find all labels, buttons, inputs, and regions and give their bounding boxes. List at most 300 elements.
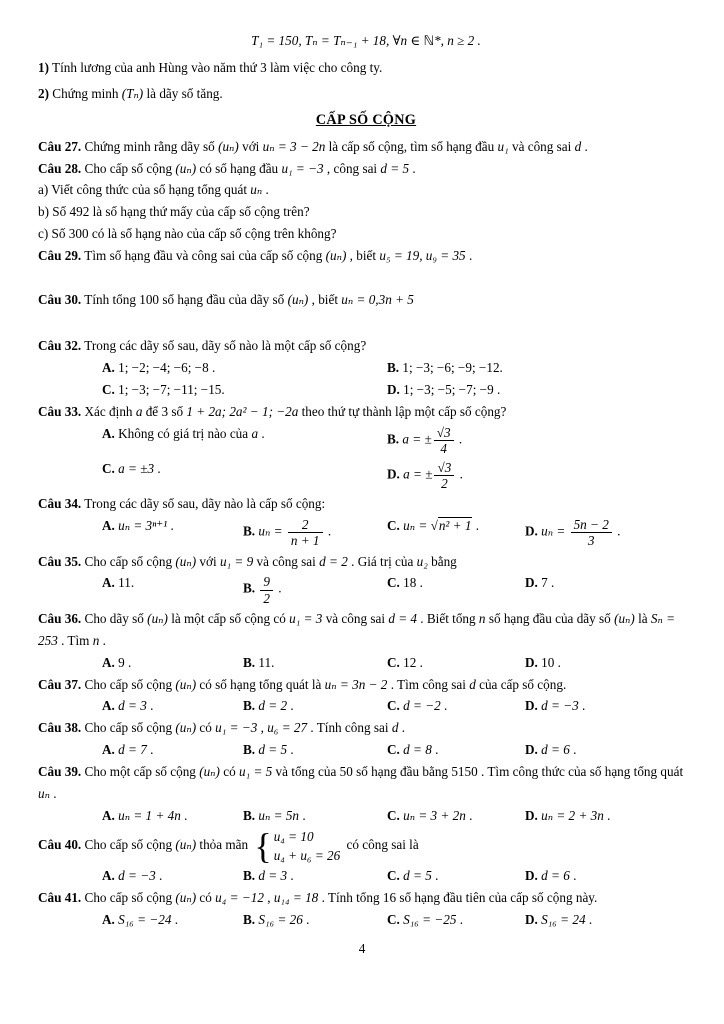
text-segment: là cấp số cộng, tìm số hạng đầu xyxy=(325,138,498,154)
text-segment: u₁ = −3 xyxy=(281,160,324,176)
text-segment: C. xyxy=(102,381,119,397)
text-segment: D. xyxy=(525,523,542,539)
text-segment: Cho cấp số cộng xyxy=(81,890,176,906)
option-b xyxy=(243,909,387,931)
option-b xyxy=(243,695,387,717)
text-segment: . xyxy=(440,698,448,714)
text-segment: b) Số 492 là số hạng thứ mấy của cấp số cộng trên? xyxy=(38,204,310,220)
text-segment: d = 6 xyxy=(541,742,570,758)
text-segment: , xyxy=(263,890,274,906)
text-segment: B. xyxy=(387,431,403,447)
option-b xyxy=(243,739,387,761)
text-segment: . xyxy=(287,698,294,714)
text-segment: 1; −3; −5; −7; −9 . xyxy=(403,381,501,397)
text-segment: B. xyxy=(243,654,259,670)
text-segment: u₁ = 9 xyxy=(219,553,254,569)
text-segment: d = 8 xyxy=(403,742,432,758)
option-d xyxy=(525,865,694,887)
text-segment: d = 6 xyxy=(541,868,570,884)
text-segment: B. xyxy=(243,581,259,597)
text-segment: A. xyxy=(102,911,119,927)
fraction: $\frac{2}{n + 1}$ xyxy=(288,517,323,548)
text-segment: có xyxy=(196,720,216,736)
text-segment: D. xyxy=(387,381,404,397)
text-segment: S₁₆ = −24 xyxy=(118,911,172,927)
text-segment: có xyxy=(219,764,239,780)
text-segment: 1; −2; −4; −6; −8 . xyxy=(118,359,216,375)
text-segment: . xyxy=(146,698,154,714)
option-c xyxy=(387,695,525,717)
text-segment: . xyxy=(167,518,174,534)
text-segment: uₙ = 5n xyxy=(258,807,300,823)
text-segment: . xyxy=(465,248,473,264)
text-segment: 9 . xyxy=(118,654,132,670)
intro-item-2 xyxy=(38,81,694,107)
text-segment: C. xyxy=(102,460,119,476)
text-segment: (uₙ) xyxy=(175,837,197,853)
option-c xyxy=(102,458,387,493)
question-28 xyxy=(38,158,694,180)
text-segment: . xyxy=(585,911,593,927)
text-segment: (uₙ) xyxy=(175,676,197,692)
text-segment: Cho cấp số cộng xyxy=(81,720,176,736)
option-b xyxy=(387,357,694,379)
text-segment: . xyxy=(287,868,294,884)
option-a xyxy=(102,805,243,827)
text-segment: . xyxy=(431,742,439,758)
text-segment: D. xyxy=(525,911,542,927)
option-c xyxy=(387,515,525,550)
text-segment: (uₙ) xyxy=(287,292,309,308)
option-d xyxy=(525,515,694,550)
recurrence-formula xyxy=(38,30,694,52)
text-segment: Cho cấp số cộng xyxy=(81,837,176,853)
text-segment: . xyxy=(431,868,439,884)
text-segment: a xyxy=(135,403,143,419)
text-segment: Xác định xyxy=(81,403,136,419)
question-36-options xyxy=(102,652,694,674)
text-segment: d = 7 xyxy=(118,742,147,758)
option-a xyxy=(102,515,243,550)
text-segment: Câu 41. xyxy=(38,890,82,906)
text-segment: C. xyxy=(387,868,404,884)
question-38-options xyxy=(102,739,694,761)
text-segment: . xyxy=(180,807,188,823)
text-segment: 7 . xyxy=(541,575,555,591)
text-segment: , biết xyxy=(346,248,380,264)
text-segment: A. xyxy=(102,742,119,758)
text-segment: a = ±3 xyxy=(118,460,155,476)
text-segment: A. xyxy=(102,654,119,670)
text-segment: A. xyxy=(102,807,119,823)
text-segment: Câu 36. xyxy=(38,610,82,626)
text-segment: d = 3 xyxy=(258,868,288,884)
text-segment: Câu 40. xyxy=(38,837,82,853)
text-segment: . Tính công sai xyxy=(307,720,392,736)
text-segment: để 3 số xyxy=(142,403,187,419)
text-segment: bằng xyxy=(427,553,457,569)
text-segment: (uₙ) xyxy=(147,610,168,626)
text-segment: Câu 38. xyxy=(38,720,82,736)
text-segment: 11. xyxy=(118,575,135,591)
text-segment: . xyxy=(49,786,57,802)
text-segment: D. xyxy=(525,742,542,758)
text-segment: . xyxy=(258,425,265,441)
text-segment: 18 . xyxy=(403,575,423,591)
text-segment: . xyxy=(398,720,405,736)
text-segment: Sₙ = 253 xyxy=(38,610,676,648)
option-a xyxy=(102,739,243,761)
section-heading xyxy=(38,110,694,131)
text-segment: . xyxy=(324,523,332,539)
text-segment: (uₙ) xyxy=(175,720,197,736)
text-segment: . xyxy=(287,742,294,758)
text-segment: S₁₆ = 26 xyxy=(258,911,303,927)
option-b xyxy=(243,652,387,674)
text-segment: u₁₄ = 18 xyxy=(273,890,319,906)
text-segment: n xyxy=(92,632,100,648)
text-segment: C. xyxy=(387,575,404,591)
text-segment: (Tₙ) xyxy=(121,85,144,101)
option-c xyxy=(387,652,525,674)
text-segment: . xyxy=(613,523,621,539)
text-segment: d = 5 xyxy=(380,160,410,176)
text-segment: Cho cấp số cộng xyxy=(81,676,176,692)
text-segment: d xyxy=(469,676,476,692)
text-segment: B. xyxy=(243,523,259,539)
question-37-options xyxy=(102,695,694,717)
text-segment: a = ± xyxy=(403,466,433,482)
option-d xyxy=(525,909,694,931)
question-32-options xyxy=(102,357,694,401)
text-segment: theo thứ tự thành lập một cấp số cộng? xyxy=(298,403,507,419)
text-segment: uₙ = 1 + 4n xyxy=(118,807,181,823)
option-a xyxy=(102,865,243,887)
question-28-part-c xyxy=(38,223,694,245)
option-d xyxy=(525,739,694,761)
question-27 xyxy=(38,136,694,158)
text-segment: u₆ = 27 xyxy=(267,720,308,736)
text-segment: . xyxy=(456,911,464,927)
text-segment: của cấp số cộng. xyxy=(475,676,567,692)
text-segment: và công sai xyxy=(322,610,389,626)
text-segment: . xyxy=(262,182,269,198)
text-segment: uₙ = 3 + 2n xyxy=(403,807,466,823)
text-segment: Tính lương của anh Hùng vào năm thứ 3 làm việc cho công ty. xyxy=(49,59,383,75)
text-segment: số hạng đầu của dãy số xyxy=(485,610,615,626)
text-segment: uₙ = 3n − 2 xyxy=(324,676,388,692)
text-segment: Trong các dãy số sau, dãy số nào là một cấp số cộng? xyxy=(81,338,367,354)
text-segment: C. xyxy=(387,911,404,927)
text-segment: uₙ = xyxy=(258,523,286,539)
text-segment: B. xyxy=(243,868,259,884)
question-35 xyxy=(38,551,694,573)
text-segment: 2) xyxy=(38,85,49,101)
text-segment: Không có giá trị nào của xyxy=(118,425,252,441)
text-segment: u₂ xyxy=(416,553,428,569)
text-segment: B. xyxy=(243,911,259,927)
text-segment: d = 5 xyxy=(403,868,432,884)
option-c xyxy=(387,909,525,931)
sqrt-expression: √n² + 1 xyxy=(430,518,472,534)
option-b xyxy=(243,805,387,827)
text-segment: d = −3 xyxy=(541,698,579,714)
text-segment: . xyxy=(472,518,480,534)
option-d xyxy=(525,695,694,717)
text-segment: Tìm số hạng đầu và công sai của cấp số cộng xyxy=(81,248,326,264)
text-segment: . xyxy=(171,911,179,927)
text-segment: Câu 32. xyxy=(38,338,82,354)
text-segment: Câu 37. xyxy=(38,676,82,692)
text-segment: uₙ = xyxy=(403,518,431,534)
question-36 xyxy=(38,608,694,652)
text-segment: với xyxy=(196,553,220,569)
text-segment: 1 + 2a; 2a² − 1; −2a xyxy=(186,403,299,419)
text-segment: Cho cấp số cộng xyxy=(81,553,176,569)
text-segment: A. xyxy=(102,425,119,441)
text-segment: Cho cấp số cộng xyxy=(81,160,176,176)
text-segment: D. xyxy=(525,698,542,714)
text-segment: . Tính tổng 16 số hạng đầu tiên của cấp số cộng này. xyxy=(318,890,598,906)
option-d xyxy=(387,379,694,401)
text-segment: S₁₆ = 24 xyxy=(541,911,586,927)
text-segment: Câu 35. xyxy=(38,553,82,569)
text-segment: thỏa mãn xyxy=(196,837,252,853)
text-segment: B. xyxy=(243,742,259,758)
question-32 xyxy=(38,335,694,357)
text-segment: u₁ = 3 xyxy=(289,610,323,626)
question-33 xyxy=(38,401,694,423)
text-segment: . xyxy=(299,807,306,823)
text-segment: . xyxy=(581,138,588,154)
text-segment: (uₙ) xyxy=(218,138,239,154)
text-segment: D. xyxy=(525,868,542,884)
text-segment: B. xyxy=(387,359,403,375)
text-segment: có số hạng tổng quát là xyxy=(196,676,325,692)
text-segment: a xyxy=(251,425,259,441)
text-segment: là xyxy=(634,610,651,626)
text-segment: . xyxy=(456,466,463,482)
text-segment: A. xyxy=(102,518,119,534)
text-segment: D. xyxy=(525,654,542,670)
option-d xyxy=(525,572,694,607)
question-29 xyxy=(38,245,694,267)
option-a xyxy=(102,909,243,931)
text-segment: C. xyxy=(387,742,404,758)
text-segment: D. xyxy=(525,807,542,823)
text-segment: có công sai là xyxy=(343,837,419,853)
text-segment: Cho một cấp số cộng xyxy=(81,764,200,780)
text-segment: uₙ xyxy=(38,786,50,802)
text-segment: có xyxy=(196,890,216,906)
text-segment: u₄ = −12 xyxy=(215,890,264,906)
text-segment: uₙ = 3 − 2n xyxy=(262,138,326,154)
option-a xyxy=(102,423,387,458)
text-segment: uₙ = xyxy=(541,523,569,539)
question-35-options xyxy=(102,572,694,607)
fraction: $\frac{√3}{4}$ xyxy=(434,425,454,456)
text-segment: 10 . xyxy=(541,654,561,670)
text-segment: d = −2 xyxy=(403,698,441,714)
text-segment: d = 5 xyxy=(258,742,288,758)
text-segment: . xyxy=(155,868,163,884)
text-segment: u₁ xyxy=(497,138,509,154)
text-segment: T₁ = 150, Tₙ = Tₙ₋₁ + 18, ∀n ∈ ℕ*, n ≥ 2 . xyxy=(251,33,481,48)
text-segment: C. xyxy=(387,698,404,714)
text-segment: (uₙ) xyxy=(325,248,347,264)
option-c xyxy=(387,865,525,887)
text-segment: . xyxy=(603,807,611,823)
text-segment: A. xyxy=(102,575,119,591)
text-segment: B. xyxy=(243,698,259,714)
question-28-part-a xyxy=(38,179,694,201)
text-segment: . Tìm xyxy=(57,632,93,648)
intro-item-1 xyxy=(38,55,694,81)
option-b xyxy=(243,865,387,887)
section-heading-text: CẤP SỐ CỘNG xyxy=(315,112,417,129)
text-segment: . xyxy=(302,911,310,927)
option-d xyxy=(387,458,694,493)
text-segment: . xyxy=(409,160,416,176)
text-segment: n xyxy=(478,610,486,626)
option-b xyxy=(243,515,387,550)
question-37 xyxy=(38,674,694,696)
text-segment: uₙ = 0,3n + 5 xyxy=(341,292,414,308)
text-segment: 1; −3; −6; −9; −12. xyxy=(402,359,503,375)
text-segment: u₅ = 19, u₉ = 35 xyxy=(379,248,466,264)
option-d xyxy=(525,805,694,827)
text-segment: (uₙ) xyxy=(175,890,197,906)
fraction: $\frac{√3}{2}$ xyxy=(434,460,454,491)
text-segment: 1; −3; −7; −11; −15. xyxy=(118,381,225,397)
text-segment: là dãy số tăng. xyxy=(143,85,223,101)
option-c xyxy=(387,739,525,761)
text-segment: (uₙ) xyxy=(614,610,635,626)
question-38 xyxy=(38,717,694,739)
option-c xyxy=(387,572,525,607)
text-segment: . xyxy=(154,460,161,476)
text-segment: và công sai xyxy=(508,138,575,154)
text-segment: Câu 27. xyxy=(38,138,82,154)
text-segment: (uₙ) xyxy=(175,553,197,569)
text-segment: . xyxy=(146,742,154,758)
fraction: $\frac{5n - 2}{3}$ xyxy=(571,517,612,548)
text-segment: A. xyxy=(102,359,119,375)
question-41-options xyxy=(102,909,694,931)
fraction: $\frac{9}{2}$ xyxy=(260,574,273,605)
text-segment: với xyxy=(238,138,263,154)
text-segment: , công sai xyxy=(323,160,381,176)
option-b xyxy=(243,572,387,607)
text-segment: uₙ = 2 + 3n xyxy=(541,807,604,823)
text-segment: và tổng của 50 số hạng đầu bằng 5150 . Tìm công thức của số hạng tổng quát xyxy=(272,764,684,780)
text-segment: a = ± xyxy=(402,431,432,447)
text-segment: Tính tổng 100 số hạng đầu của dãy số xyxy=(81,292,288,308)
text-segment: Chứng minh xyxy=(49,85,122,101)
question-40-options xyxy=(102,865,694,887)
option-a xyxy=(102,572,243,607)
option-a xyxy=(102,652,243,674)
text-segment: uₙ = 3ⁿ⁺¹ xyxy=(118,518,168,534)
text-segment: B. xyxy=(243,807,259,823)
text-segment: d = 2 xyxy=(319,553,348,569)
text-segment: . xyxy=(274,581,282,597)
text-segment: d = −3 xyxy=(118,868,156,884)
text-segment: Chứng minh rằng dãy số xyxy=(81,138,219,154)
option-a xyxy=(102,695,243,717)
question-39 xyxy=(38,761,694,805)
option-a xyxy=(102,357,387,379)
question-30 xyxy=(38,289,694,311)
text-segment: , biết xyxy=(308,292,342,308)
text-segment: Câu 34. xyxy=(38,496,82,512)
text-segment: C. xyxy=(387,807,404,823)
question-34-options xyxy=(102,515,694,550)
text-segment: 11. xyxy=(258,654,275,670)
text-segment: d = 3 xyxy=(118,698,147,714)
text-segment: 1) xyxy=(38,59,49,75)
text-segment: Câu 28. xyxy=(38,160,82,176)
text-segment: , xyxy=(257,720,268,736)
text-segment: . Tìm công sai xyxy=(387,676,470,692)
text-segment: . xyxy=(99,632,106,648)
text-segment: A. xyxy=(102,868,119,884)
equation-system: { u₄ = 10 u₄ + u₆ = 26 xyxy=(254,826,341,867)
text-segment: Câu 33. xyxy=(38,403,82,419)
option-d xyxy=(525,652,694,674)
text-segment: u₁ = 5 xyxy=(238,764,273,780)
text-segment: S₁₆ = −25 xyxy=(403,911,457,927)
text-segment: a) Viết công thức của số hạng tổng quát xyxy=(38,182,251,198)
question-39-options xyxy=(102,805,694,827)
text-segment: và công sai xyxy=(253,553,320,569)
page-number: 4 xyxy=(358,941,366,956)
text-segment: . xyxy=(578,698,586,714)
question-33-options xyxy=(102,423,694,494)
text-segment: . xyxy=(465,807,473,823)
option-c xyxy=(102,379,387,401)
text-segment: . xyxy=(569,742,577,758)
question-34 xyxy=(38,493,694,515)
text-segment: u₁ = −3 xyxy=(215,720,258,736)
text-segment: C. xyxy=(387,654,404,670)
text-segment: . Giá trị của xyxy=(347,553,417,569)
text-segment: . xyxy=(455,431,463,447)
question-28-part-b xyxy=(38,201,694,223)
text-segment: (uₙ) xyxy=(199,764,220,780)
question-41 xyxy=(38,887,694,909)
text-segment: D. xyxy=(525,575,542,591)
text-segment: Trong các dãy số sau, dãy nào là cấp số cộng: xyxy=(81,496,326,512)
text-segment: Câu 29. xyxy=(38,248,82,264)
option-c xyxy=(387,805,525,827)
text-segment: là một cấp số cộng có xyxy=(167,610,290,626)
text-segment: Cho dãy số xyxy=(81,610,148,626)
text-segment: (uₙ) xyxy=(175,160,197,176)
text-segment: d = 2 xyxy=(258,698,288,714)
text-segment: 12 . xyxy=(403,654,423,670)
option-b xyxy=(387,423,694,458)
text-segment: c) Số 300 có là số hạng nào của cấp số cộng trên không? xyxy=(38,226,337,242)
text-segment: D. xyxy=(387,466,404,482)
text-segment: Câu 39. xyxy=(38,764,82,780)
text-segment: d = 4 xyxy=(388,610,417,626)
text-segment: uₙ xyxy=(250,182,263,198)
text-segment: Câu 30. xyxy=(38,292,82,308)
text-segment: d xyxy=(574,138,582,154)
text-segment: có số hạng đầu xyxy=(196,160,282,176)
text-segment: A. xyxy=(102,698,119,714)
